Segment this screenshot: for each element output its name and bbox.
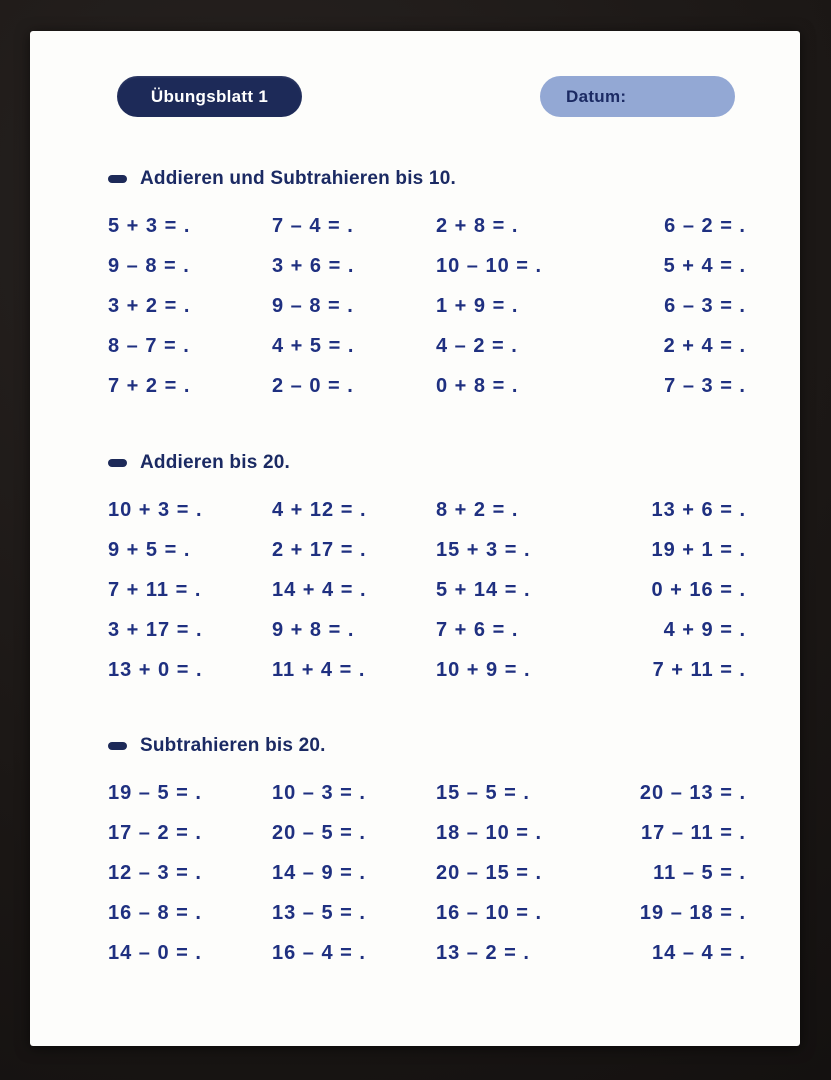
dash-bullet-icon bbox=[108, 459, 127, 467]
problem-item[interactable]: 13 – 5 = . bbox=[272, 902, 366, 924]
problem-item[interactable]: 13 + 0 = . bbox=[108, 659, 203, 681]
problem-item[interactable]: 3 + 6 = . bbox=[272, 255, 355, 277]
problem-item[interactable]: 16 – 10 = . bbox=[436, 902, 543, 924]
problem-item[interactable]: 14 – 4 = . bbox=[652, 942, 746, 964]
problem-item[interactable]: 8 + 2 = . bbox=[436, 499, 519, 521]
problem-item[interactable]: 20 – 5 = . bbox=[272, 822, 366, 844]
problem-item[interactable]: 12 – 3 = . bbox=[108, 862, 202, 884]
section-heading bbox=[30, 164, 800, 194]
worksheet-title-label: Übungsblatt 1 bbox=[150, 86, 269, 106]
problem-item[interactable]: 16 – 4 = . bbox=[272, 942, 366, 964]
problem-item[interactable]: 11 + 4 = . bbox=[272, 659, 366, 681]
problem-item[interactable]: 19 + 1 = . bbox=[651, 539, 746, 561]
problem-item[interactable]: 10 – 10 = . bbox=[436, 255, 543, 277]
problem-item[interactable]: 9 – 8 = . bbox=[108, 255, 190, 277]
problem-item[interactable]: 15 – 5 = . bbox=[436, 782, 530, 804]
problem-grid bbox=[30, 779, 800, 968]
problem-item[interactable]: 7 + 11 = . bbox=[652, 659, 746, 681]
problem-item[interactable]: 4 + 12 = . bbox=[272, 499, 367, 521]
dash-bullet-icon bbox=[108, 175, 127, 183]
problem-item[interactable]: 11 – 5 = . bbox=[653, 862, 746, 884]
problem-item[interactable]: 7 – 4 = . bbox=[272, 215, 354, 237]
problem-item[interactable]: 7 – 3 = . bbox=[664, 375, 746, 397]
problem-item[interactable]: 6 – 3 = . bbox=[664, 295, 746, 317]
section-title-label: Addieren bis 20. bbox=[140, 452, 290, 473]
problem-item[interactable]: 16 – 8 = . bbox=[108, 902, 202, 924]
section-subtraction-20 bbox=[30, 731, 800, 968]
problem-item[interactable]: 2 + 8 = . bbox=[436, 215, 519, 237]
problem-grid bbox=[30, 496, 800, 685]
problem-item[interactable]: 9 – 8 = . bbox=[272, 295, 354, 317]
problem-item[interactable]: 10 + 3 = . bbox=[108, 499, 203, 521]
problem-item[interactable]: 4 – 2 = . bbox=[436, 335, 518, 357]
problem-item[interactable]: 0 + 16 = . bbox=[651, 579, 746, 601]
problem-item[interactable]: 15 + 3 = . bbox=[436, 539, 531, 561]
problem-item[interactable]: 19 – 18 = . bbox=[639, 902, 746, 924]
section-heading bbox=[30, 731, 800, 761]
section-heading bbox=[30, 448, 800, 478]
date-field-pill[interactable] bbox=[540, 76, 735, 117]
problem-item[interactable]: 5 + 3 = . bbox=[108, 215, 191, 237]
problem-item[interactable]: 6 – 2 = . bbox=[664, 215, 746, 237]
section-addition-subtraction-10 bbox=[30, 164, 800, 401]
problem-item[interactable]: 3 + 17 = . bbox=[108, 619, 203, 641]
problem-item[interactable]: 10 + 9 = . bbox=[436, 659, 531, 681]
problem-item[interactable]: 7 + 11 = . bbox=[108, 579, 202, 601]
problem-item[interactable]: 17 – 11 = . bbox=[641, 822, 746, 844]
section-title-label: Subtrahieren bis 20. bbox=[140, 735, 326, 756]
problem-grid bbox=[30, 212, 800, 401]
problem-item[interactable]: 9 + 5 = . bbox=[108, 539, 191, 561]
problem-item[interactable]: 3 + 2 = . bbox=[108, 295, 191, 317]
problem-item[interactable]: 18 – 10 = . bbox=[436, 822, 543, 844]
problem-item[interactable]: 13 + 6 = . bbox=[651, 499, 746, 521]
problem-item[interactable]: 2 + 4 = . bbox=[663, 335, 746, 357]
worksheet-content bbox=[30, 31, 800, 1046]
problem-item[interactable]: 4 + 5 = . bbox=[272, 335, 355, 357]
worksheet-header bbox=[30, 76, 800, 120]
problem-item[interactable]: 14 + 4 = . bbox=[272, 579, 367, 601]
problem-item[interactable]: 13 – 2 = . bbox=[436, 942, 530, 964]
problem-item[interactable]: 2 – 0 = . bbox=[272, 375, 354, 397]
section-title-label: Addieren und Subtrahieren bis 10. bbox=[140, 168, 456, 189]
problem-item[interactable]: 1 + 9 = . bbox=[436, 295, 519, 317]
problem-item[interactable]: 8 – 7 = . bbox=[108, 335, 190, 357]
dash-bullet-icon bbox=[108, 742, 127, 750]
problem-item[interactable]: 20 – 15 = . bbox=[436, 862, 543, 884]
problem-item[interactable]: 0 + 8 = . bbox=[436, 375, 519, 397]
problem-item[interactable]: 17 – 2 = . bbox=[108, 822, 202, 844]
date-label: Datum: bbox=[566, 86, 627, 106]
worksheet-title-pill bbox=[117, 76, 302, 117]
problem-item[interactable]: 2 + 17 = . bbox=[272, 539, 367, 561]
problem-item[interactable]: 9 + 8 = . bbox=[272, 619, 355, 641]
problem-item[interactable]: 14 – 0 = . bbox=[108, 942, 202, 964]
problem-item[interactable]: 20 – 13 = . bbox=[639, 782, 746, 804]
problem-item[interactable]: 19 – 5 = . bbox=[108, 782, 202, 804]
section-addition-20 bbox=[30, 448, 800, 685]
problem-item[interactable]: 10 – 3 = . bbox=[272, 782, 366, 804]
problem-item[interactable]: 14 – 9 = . bbox=[272, 862, 366, 884]
problem-item[interactable]: 7 + 2 = . bbox=[108, 375, 191, 397]
problem-item[interactable]: 5 + 14 = . bbox=[436, 579, 531, 601]
problem-item[interactable]: 7 + 6 = . bbox=[436, 619, 519, 641]
worksheet-sheet bbox=[30, 31, 800, 1046]
problem-item[interactable]: 4 + 9 = . bbox=[663, 619, 746, 641]
problem-item[interactable]: 5 + 4 = . bbox=[663, 255, 746, 277]
